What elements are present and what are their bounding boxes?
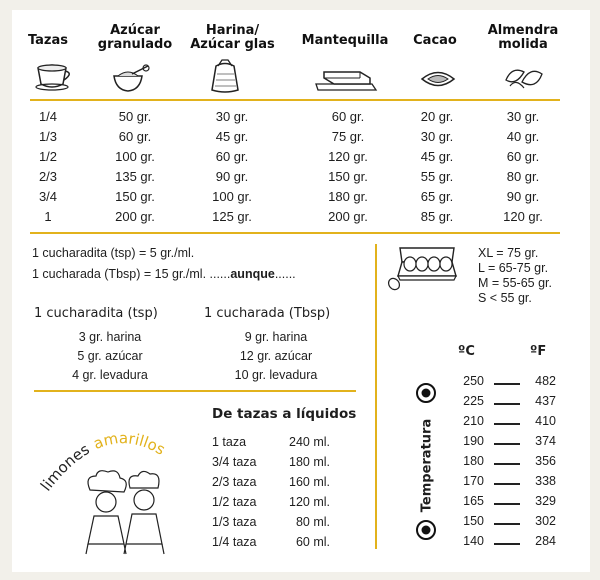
liquid-cup: 1 taza [212, 435, 247, 449]
egg-size: XL = 75 gr. [478, 246, 539, 260]
tbsp-equivalence: 1 cucharada (Tbsp) = 15 gr./ml. ......aunque...... [32, 267, 296, 281]
fahrenheit-value: 329 [535, 494, 556, 508]
table-cell: 100 gr. [115, 149, 155, 164]
table-cell: 80 gr. [506, 169, 540, 184]
fahrenheit-value: 356 [535, 454, 556, 468]
temp-dash [494, 523, 520, 525]
temp-dash [494, 423, 520, 425]
table-cell: 60 gr. [118, 129, 152, 144]
header-almendra: Almendra molida [487, 23, 559, 52]
liquid-ml: 60 ml. [295, 535, 330, 549]
vertical-divider [375, 244, 377, 549]
tsp-equivalence: 1 cucharadita (tsp) = 5 gr./ml. [32, 246, 195, 260]
liquid-cup: 1/3 taza [212, 515, 257, 529]
table-cell: 30 gr. [506, 109, 540, 124]
celsius-value: 250 [463, 374, 484, 388]
temp-dash [494, 403, 520, 405]
table-cell: 1/4 [38, 109, 58, 124]
table-divider [30, 232, 560, 234]
table-cell: 1/2 [38, 149, 58, 164]
temp-dash [494, 503, 520, 505]
liquid-ml: 160 ml. [289, 475, 330, 489]
liquid-ml: 180 ml. [289, 455, 330, 469]
celsius-value: 140 [463, 534, 484, 548]
table-cell: 45 gr. [420, 149, 454, 164]
table-cell: 60 gr. [215, 149, 249, 164]
fahrenheit-value: 437 [535, 394, 556, 408]
limones-amarillos-logo [38, 420, 203, 560]
liquid-cup: 3/4 taza [212, 455, 257, 469]
liquid-cup: 1/4 taza [212, 535, 257, 549]
tbsp-item: 12 gr. azúcar [239, 349, 313, 363]
egg-carton-icon [386, 240, 466, 296]
table-cell: 90 gr. [506, 189, 540, 204]
logo-word-amarillos: amarillos [90, 429, 169, 459]
table-cell: 3/4 [38, 189, 58, 204]
celsius-value: 190 [463, 434, 484, 448]
table-cell: 90 gr. [215, 169, 249, 184]
table-cell: 120 gr. [503, 209, 543, 224]
flour-bag-icon [208, 58, 242, 94]
liquid-cup: 2/3 taza [212, 475, 257, 489]
table-cell: 120 gr. [328, 149, 368, 164]
spoon-divider [34, 390, 356, 392]
tsp-item: 5 gr. azúcar [77, 349, 143, 363]
fahrenheit-value: 302 [535, 514, 556, 528]
fahrenheit-value: 338 [535, 474, 556, 488]
almond-icon [502, 64, 548, 92]
table-cell: 40 gr. [506, 129, 540, 144]
table-cell: 45 gr. [215, 129, 249, 144]
liquids-title: De tazas a líquidos [212, 406, 357, 422]
table-cell: 30 gr. [420, 129, 454, 144]
celsius-value: 165 [463, 494, 484, 508]
dial-top-icon [415, 382, 437, 404]
tsp-item: 3 gr. harina [78, 330, 142, 344]
table-cell: 60 gr. [506, 149, 540, 164]
tsp-title: 1 cucharadita (tsp) [34, 306, 158, 321]
header-divider [30, 99, 560, 101]
table-cell: 65 gr. [420, 189, 454, 204]
table-cell: 150 gr. [115, 189, 155, 204]
table-cell: 60 gr. [331, 109, 365, 124]
tbsp-item: 9 gr. harina [244, 330, 308, 344]
temp-dash [494, 543, 520, 545]
liquid-ml: 240 ml. [289, 435, 330, 449]
celsius-value: 210 [463, 414, 484, 428]
table-cell: 180 gr. [328, 189, 368, 204]
temp-dash [494, 443, 520, 445]
temperature-label: Temperatura [419, 418, 435, 513]
header-harina: Harina/ Azúcar glas [190, 23, 275, 52]
table-cell: 30 gr. [215, 109, 249, 124]
cacao-pod-icon [420, 68, 456, 90]
butter-icon [314, 64, 378, 92]
celsius-value: 180 [463, 454, 484, 468]
temp-dash [494, 463, 520, 465]
celsius-value: 150 [463, 514, 484, 528]
liquid-ml: 80 ml. [295, 515, 330, 529]
cup-icon [34, 62, 74, 92]
table-cell: 200 gr. [328, 209, 368, 224]
tbsp-item: 10 gr. levadura [234, 368, 318, 382]
celsius-value: 170 [463, 474, 484, 488]
table-cell: 2/3 [38, 169, 58, 184]
header-cacao: Cacao [413, 33, 457, 48]
fahrenheit-value: 482 [535, 374, 556, 388]
tbsp-title: 1 cucharada (Tbsp) [204, 306, 331, 321]
fahrenheit-value: 410 [535, 414, 556, 428]
celsius-value: 225 [463, 394, 484, 408]
tsp-item: 4 gr. levadura [72, 368, 148, 382]
table-cell: 50 gr. [118, 109, 152, 124]
table-cell: 100 gr. [212, 189, 252, 204]
table-cell: 135 gr. [115, 169, 155, 184]
temp-dash [494, 383, 520, 385]
liquid-ml: 120 ml. [289, 495, 330, 509]
table-cell: 1 [44, 209, 52, 224]
egg-size: L = 65-75 gr. [478, 261, 549, 275]
header-mantequilla: Mantequilla [301, 33, 389, 48]
table-cell: 20 gr. [420, 109, 454, 124]
table-cell: 1/3 [38, 129, 58, 144]
chefs-illustration [86, 471, 164, 554]
fahrenheit-header: ºF [530, 344, 547, 359]
table-cell: 150 gr. [328, 169, 368, 184]
table-cell: 200 gr. [115, 209, 155, 224]
dial-bottom-icon [415, 519, 437, 541]
logo-word-limones: limones [36, 440, 93, 495]
header-tazas: Tazas [27, 33, 69, 48]
header-azucar: Azúcar granulado [97, 23, 173, 52]
celsius-header: ºC [458, 344, 475, 359]
table-cell: 125 gr. [212, 209, 252, 224]
table-cell: 85 gr. [420, 209, 454, 224]
temp-dash [494, 483, 520, 485]
table-cell: 75 gr. [331, 129, 365, 144]
fahrenheit-value: 284 [535, 534, 556, 548]
fahrenheit-value: 374 [535, 434, 556, 448]
egg-size: M = 55-65 gr. [478, 276, 552, 290]
egg-size: S < 55 gr. [478, 291, 532, 305]
sugar-bowl-icon [112, 64, 152, 94]
table-cell: 55 gr. [420, 169, 454, 184]
liquid-cup: 1/2 taza [212, 495, 257, 509]
